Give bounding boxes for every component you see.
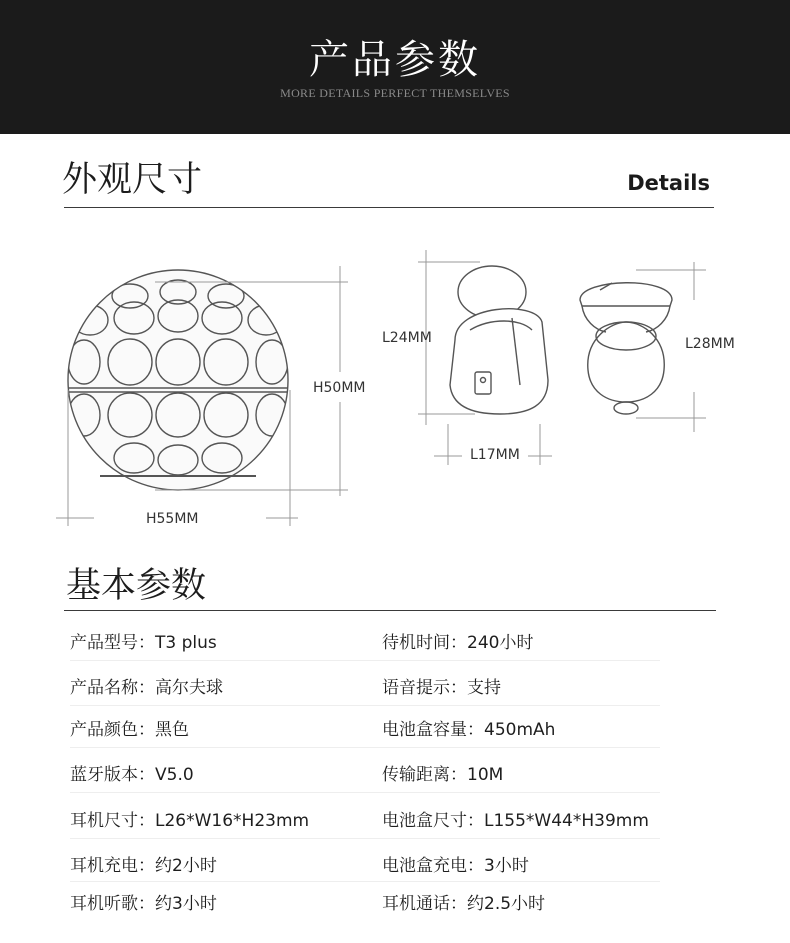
- specs-divider: [64, 610, 716, 611]
- spec-right: 电池盒充电：3小时: [382, 856, 529, 876]
- product-drawing: [0, 220, 790, 535]
- spec-right: 语音提示：支持: [382, 678, 501, 698]
- case-height-label: H50MM: [313, 380, 366, 396]
- header-banner: [0, 0, 790, 134]
- golf-ball-case-illustration: [60, 270, 300, 490]
- spec-left: 产品型号：T3 plus: [70, 633, 217, 653]
- bud-height-label: L24MM: [382, 330, 432, 346]
- details-label: Details: [627, 171, 710, 195]
- banner-title: 产品参数: [309, 37, 481, 83]
- banner-subtitle: MORE DETAILS PERFECT THEMSELVES: [280, 86, 510, 100]
- row-divider: [70, 705, 660, 706]
- row-divider: [70, 747, 660, 748]
- spec-left: 耳机听歌：约3小时: [70, 894, 217, 914]
- appearance-title: 外观尺寸: [62, 160, 203, 200]
- spec-left: 耳机尺寸：L26*W16*H23mm: [70, 811, 310, 831]
- earbud-front-illustration: [450, 266, 548, 414]
- spec-right: 待机时间：240小时: [382, 633, 534, 653]
- spec-right: 耳机通话：约2.5小时: [382, 894, 546, 914]
- row-divider: [70, 881, 660, 882]
- spec-left: 蓝牙版本：V5.0: [70, 765, 194, 785]
- spec-left: 产品名称：高尔夫球: [70, 678, 223, 698]
- row-divider: [70, 660, 660, 661]
- row-divider: [70, 838, 660, 839]
- earbud-side-illustration: [580, 283, 672, 414]
- case-width-label: H55MM: [146, 511, 199, 527]
- bud-width-label: L17MM: [470, 447, 520, 463]
- row-divider: [70, 792, 660, 793]
- spec-left: 产品颜色：黑色: [70, 720, 189, 740]
- spec-right: 传输距离：10M: [382, 765, 504, 785]
- spec-right: 电池盒容量：450mAh: [382, 720, 556, 740]
- spec-right: 电池盒尺寸：L155*W44*H39mm: [382, 811, 649, 831]
- specs-title: 基本参数: [66, 566, 207, 606]
- bud-side-height-label: L28MM: [685, 336, 735, 352]
- spec-left: 耳机充电：约2小时: [70, 856, 217, 876]
- appearance-divider: [64, 207, 714, 208]
